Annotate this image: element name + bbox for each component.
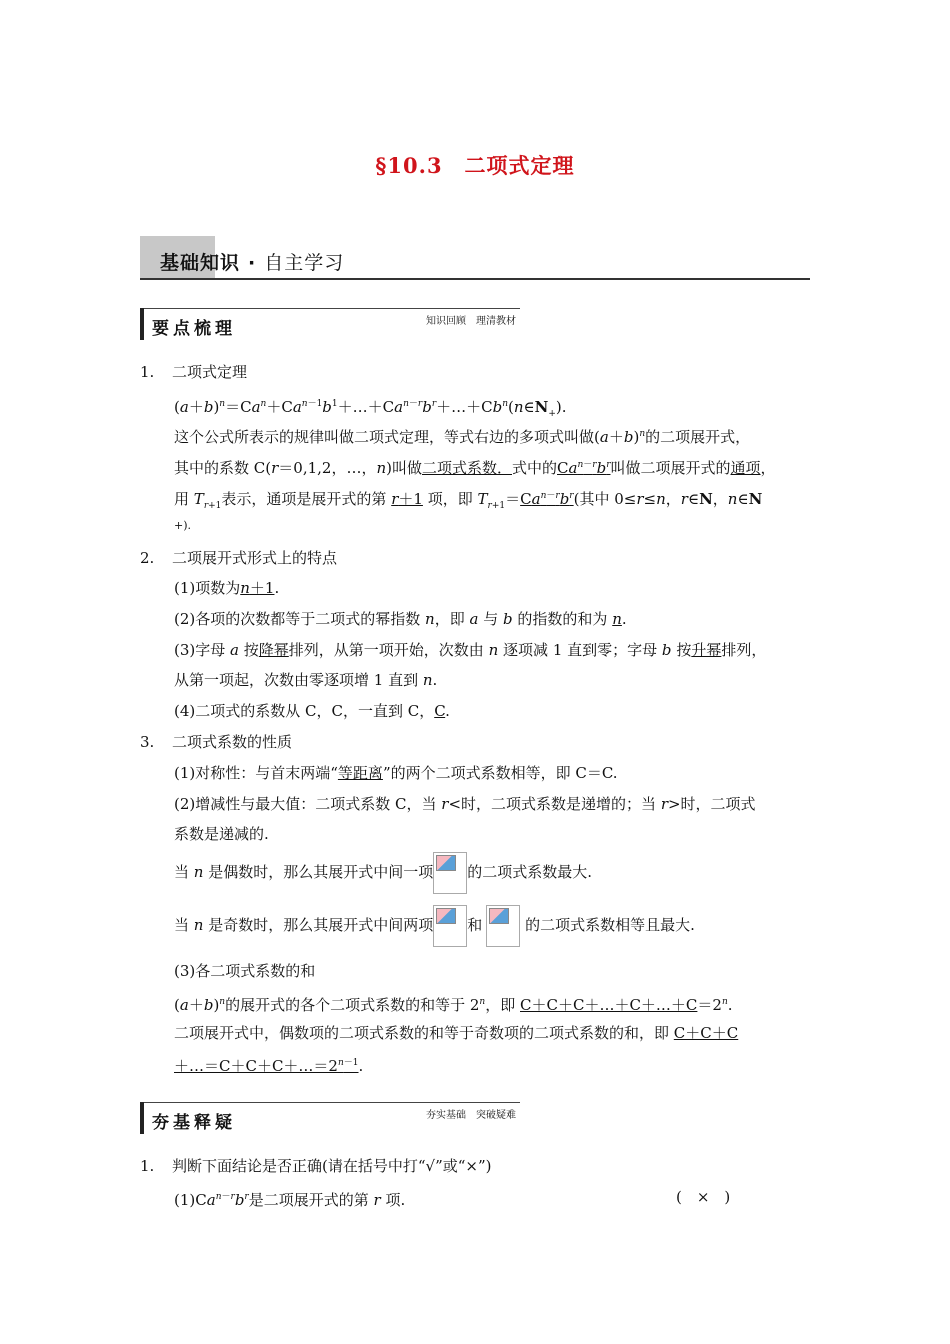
- text-span: 从第一项起，次数由零逐项增 1 直到: [174, 671, 419, 689]
- text-span: 其中的系数 C(: [174, 459, 272, 477]
- text-span: ∈: [687, 490, 700, 508]
- text-line: +).: [174, 519, 192, 532]
- section-sub: 自主学习: [264, 252, 345, 274]
- text-span: 用: [174, 490, 190, 508]
- item-heading: 二项展开式形式上的特点: [172, 549, 338, 567]
- text-span: (2)增减性与最大值：二项式系数 C，当: [174, 795, 437, 813]
- text-span: 这个公式所表示的规律叫做二项式定理，等式右边的多项式叫做: [174, 428, 595, 446]
- text-span: ＋…＝C＋C＋C＋…＝2: [174, 1057, 338, 1075]
- text-line: 当 n 是偶数时，那么其展开式中间一项 的二项式系数最大.: [174, 852, 592, 894]
- text-span: (4)二项式的系数从 C，C，一直到 C，: [174, 702, 435, 720]
- item-number: 3.: [140, 733, 155, 751]
- text-span: 项.: [385, 1191, 406, 1209]
- text-span: 是二项展开式的第: [248, 1191, 369, 1209]
- text-span: (3)字母: [174, 641, 226, 659]
- text-span: 排列，从第一项开始，次数由: [288, 641, 484, 659]
- subsection-title: 要点梳理: [152, 319, 236, 339]
- underlined-answer: $Ca^{n-r}b^r$: [520, 490, 574, 508]
- text-line: [174, 1023, 738, 1043]
- text-span: 项，即: [427, 490, 473, 508]
- subsection-vbar: [140, 308, 144, 340]
- text-span: .: [621, 610, 627, 628]
- text-span: 按: [243, 641, 259, 659]
- text-line: (3)各二项式系数的和: [174, 962, 316, 980]
- subsection-note: 夯实基础 突破疑难: [426, 1110, 516, 1121]
- text-span: (其中 0≤: [573, 490, 637, 508]
- underlined-answer: $+\dots=C+C+C+\dots=2^{n-1}$: [174, 1057, 359, 1075]
- text-line: [174, 1053, 363, 1076]
- text-span: 叫做二项展开式的: [610, 459, 731, 477]
- text-span: ，即: [434, 610, 465, 628]
- underlined-answer: $Ca^{n-r}b^r$: [557, 459, 611, 477]
- item-number: 1.: [140, 363, 155, 381]
- underlined-answer: r＋1: [391, 490, 423, 508]
- text-span: 是奇数时，那么其展开式中间两项: [208, 916, 434, 934]
- item-number: 2.: [140, 549, 155, 567]
- text-line: 这个公式所表示的规律叫做二项式定理，等式右边的多项式叫做$(a+b)^n$的二项展开式，: [174, 428, 751, 446]
- text-span: >时，二项式: [667, 795, 756, 813]
- page-title: §10.3 二项式定理: [375, 153, 575, 178]
- text-span: 和: [467, 916, 483, 934]
- subsection-topline: [140, 1102, 520, 1103]
- underlined-answer: C＋C＋C＋…＋C＋…＋C: [520, 996, 698, 1014]
- text-span: 表示，通项是展开式的第: [221, 490, 387, 508]
- text-span: 逐项减 1 直到零；字母: [503, 641, 658, 659]
- text-line: 系数是递减的.: [174, 825, 269, 843]
- text-span: .: [358, 1057, 364, 1075]
- text-span: 的展开式的各个二项式系数的和等于 2: [225, 996, 480, 1014]
- text-span: 当: [174, 863, 190, 881]
- text-line: (3)字母 a 按降幂排列，从第一项开始，次数由 n 逐项减 1 直到零；字母 b 按升幂排列，: [174, 641, 767, 659]
- text-span: .: [727, 996, 733, 1014]
- item-heading: 二项式系数的性质: [172, 733, 293, 751]
- underlined-answer: n＋1: [240, 579, 275, 597]
- text-span: (1)对称性：与首末两端“: [174, 764, 338, 782]
- text-span: 当: [174, 916, 190, 934]
- broken-image-icon: [433, 905, 467, 947]
- text-span: <时，二项式系数是递增的；当: [448, 795, 657, 813]
- formula-line: $(a+b)^n=Ca^n+Ca^{n-1}b^1+\dots+Ca^{n-r}b^r+\dots+Cb^n(n\in N_+)$.: [174, 398, 567, 419]
- text-line: [174, 701, 450, 721]
- broken-image-icon: [486, 905, 520, 947]
- broken-image-icon: [433, 852, 467, 894]
- text-line: 用 $T_{r+1}$表示，通项是展开式的第 r＋1 项，即 $T_{r+1}=Ca^{n-r}b^r$(其中 0≤r≤n，r∈N，n∈N: [174, 490, 763, 511]
- text-span: 的二项展开式，: [645, 428, 751, 446]
- underlined-answer: C: [434, 702, 446, 720]
- text-span: ，即: [485, 996, 516, 1014]
- question-text: 判断下面结论是否正确(请在括号中打“√”或“×”): [172, 1157, 492, 1175]
- text-span: (2)各项的次数都等于二项式的幂指数: [174, 610, 421, 628]
- text-span: 的二项式系数最大.: [467, 863, 593, 881]
- text-span: ”的两个二项式系数相等，即 C＝C.: [382, 764, 618, 782]
- underlined-answer: C＋C＋C: [673, 1024, 739, 1042]
- text-span: .: [445, 702, 450, 720]
- text-span: 式中的: [512, 459, 558, 477]
- text-span: 是偶数时，那么其展开式中间一项: [208, 863, 434, 881]
- underlined-answer: 升幂: [691, 641, 722, 659]
- text-span: 二项展开式中，偶数项的二项式系数的和等于奇数项的二项式系数的和，即: [174, 1024, 670, 1042]
- item-number: 1.: [140, 1157, 155, 1175]
- section-header-label: [160, 248, 344, 275]
- underlined-answer: 等距离: [337, 764, 383, 782]
- text-span: 的指数的和为: [517, 610, 608, 628]
- text-line: (2)增减性与最大值：二项式系数 C，当 r<时，二项式系数是递增的；当 r>时，二项式: [174, 795, 756, 813]
- text-span: 的二项式系数相等且最大.: [525, 916, 695, 934]
- text-line: (2)各项的次数都等于二项式的幂指数 n，即 a 与 b 的指数的和为 n.: [174, 610, 627, 628]
- section-label: 基础知识: [160, 252, 241, 274]
- subsection-header-key-points: [140, 308, 520, 340]
- subsection-topline: [140, 308, 520, 309]
- text-span: ＝0,1,2，…，: [278, 459, 377, 477]
- text-line: $(a+b)^n$的展开式的各个二项式系数的和等于 2$^n$，即 $C+C+C+\dots+C+\dots+C=2^n$.: [174, 996, 733, 1014]
- answer-bracket: ( × ): [676, 1188, 731, 1206]
- subsection-vbar: [140, 1102, 144, 1134]
- text-line: [174, 578, 279, 598]
- section-dot: ·: [248, 252, 257, 274]
- text-span: ，: [712, 490, 728, 508]
- text-span: (1)项数为: [174, 579, 241, 597]
- section-rule: [140, 278, 810, 280]
- subsection-title: 夯基释疑: [152, 1113, 236, 1133]
- text-span: 与: [483, 610, 499, 628]
- text-line: 其中的系数 C(r＝0,1,2，…，n)叫做二项式系数．式中的$Ca^{n-r}b^r$叫做二项展开式的通项，: [174, 459, 776, 477]
- text-span: ∈: [737, 490, 749, 508]
- subsection-note: 知识回顾 理清教材: [426, 316, 516, 327]
- text-span: 按: [676, 641, 692, 659]
- underlined-answer: 二项式系数．: [421, 459, 512, 477]
- underlined-answer: n: [612, 610, 622, 628]
- underlined-answer: 降幂: [258, 641, 289, 659]
- text-span: ＝2: [697, 996, 722, 1014]
- text-span: 排列，: [721, 641, 767, 659]
- text-line: 当 n 是奇数时，那么其展开式中间两项 和 的二项式系数相等且最大.: [174, 905, 695, 947]
- text-span: (1)C: [174, 1191, 207, 1209]
- question-item: $(1)Ca^{n-r}b^r$是二项展开式的第 r 项.: [174, 1191, 406, 1209]
- subsection-header-practice: [140, 1102, 520, 1134]
- text-span: ，: [665, 490, 681, 508]
- text-span: )叫做: [386, 459, 422, 477]
- text-span: .: [274, 579, 280, 597]
- underlined-answer: 通项: [730, 459, 761, 477]
- text-span: .: [432, 671, 438, 689]
- text-span: ，: [760, 459, 776, 477]
- item-heading: 二项式定理: [172, 363, 248, 381]
- text-line: [174, 763, 618, 783]
- text-line: 从第一项起，次数由零逐项增 1 直到 n.: [174, 671, 438, 689]
- text-span: ≤: [643, 490, 657, 508]
- section-header: [140, 236, 810, 280]
